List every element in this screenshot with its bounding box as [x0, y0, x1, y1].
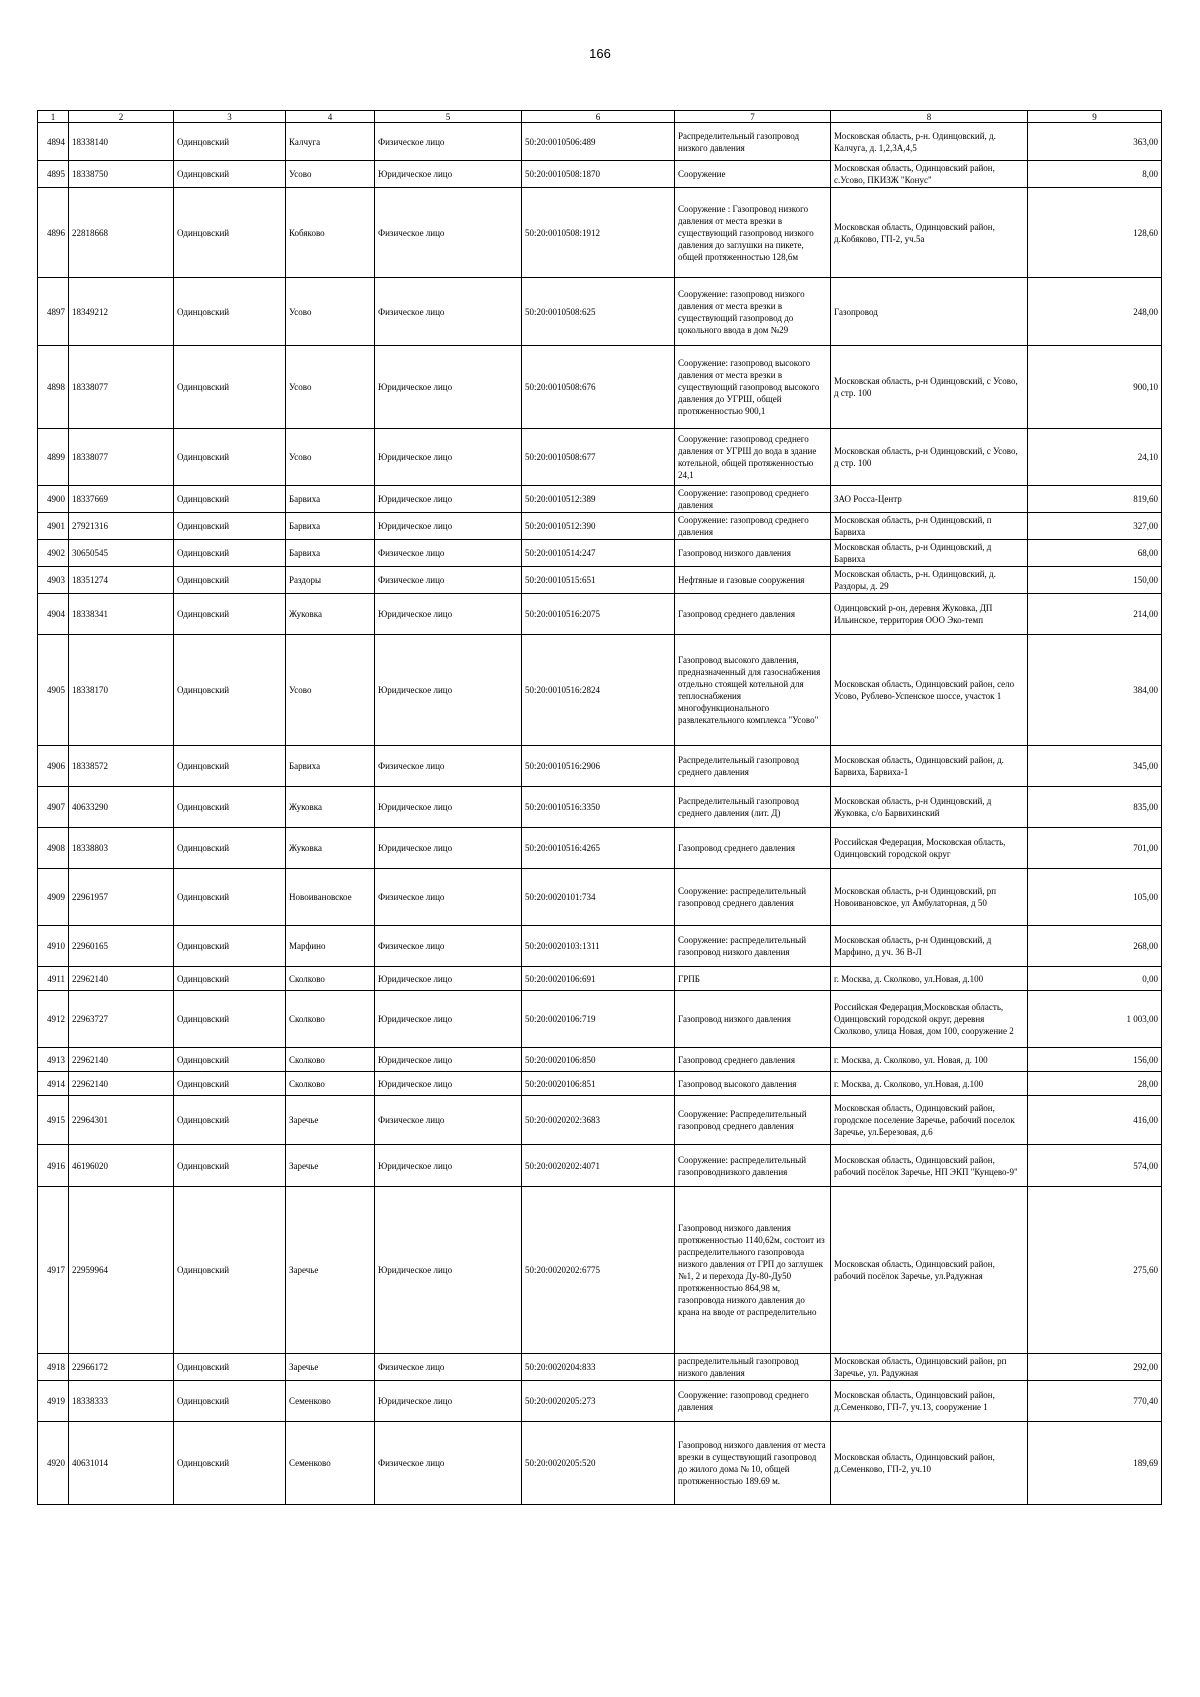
code-cell: 18338341 — [69, 594, 174, 635]
description-cell: Сооружение: распределительный газопровод низкого давления — [675, 926, 831, 967]
row-number-cell: 4912 — [38, 991, 69, 1048]
address-cell: Московская область, р-н Одинцовский, п Барвиха — [831, 513, 1028, 540]
district-cell: Одинцовский — [174, 278, 286, 346]
column-header: 4 — [286, 111, 375, 123]
cadastral-number-cell: 50:20:0010516:2906 — [522, 746, 675, 787]
description-cell: Распределительный газопровод среднего давления (лит. Д) — [675, 787, 831, 828]
owner-type-cell: Юридическое лицо — [375, 1072, 522, 1096]
district-cell: Одинцовский — [174, 828, 286, 869]
owner-type-cell: Юридическое лицо — [375, 1048, 522, 1072]
cadastral-number-cell: 50:20:0010514:247 — [522, 540, 675, 567]
row-number-cell: 4907 — [38, 787, 69, 828]
row-number-cell: 4904 — [38, 594, 69, 635]
description-cell: Нефтяные и газовые сооружения — [675, 567, 831, 594]
address-cell: Московская область, Одинцовский район, д.Кобяково, ГП-2, уч.5а — [831, 188, 1028, 278]
table-row — [38, 278, 1162, 346]
code-cell: 22962140 — [69, 1072, 174, 1096]
cadastral-number-cell: 50:20:0020205:520 — [522, 1422, 675, 1505]
length-cell: 416,00 — [1028, 1096, 1162, 1145]
row-number-cell: 4906 — [38, 746, 69, 787]
cadastral-number-cell: 50:20:0010508:625 — [522, 278, 675, 346]
locality-cell: Жуковка — [286, 787, 375, 828]
code-cell: 18338750 — [69, 161, 174, 188]
district-cell: Одинцовский — [174, 1145, 286, 1187]
code-cell: 22962140 — [69, 967, 174, 991]
column-header: 1 — [38, 111, 69, 123]
district-cell: Одинцовский — [174, 787, 286, 828]
address-cell: Московская область, Одинцовский район, с.Усово, ПКИЗЖ "Конус" — [831, 161, 1028, 188]
table-row — [38, 594, 1162, 635]
table-row — [38, 1422, 1162, 1505]
length-cell: 105,00 — [1028, 869, 1162, 926]
locality-cell: Заречье — [286, 1096, 375, 1145]
cadastral-number-cell: 50:20:0020202:3683 — [522, 1096, 675, 1145]
description-cell: Сооружение: газопровод низкого давления от места врезки в существующий газопровод до цокольного ввода в дом №29 — [675, 278, 831, 346]
row-number-cell: 4897 — [38, 278, 69, 346]
row-number-cell: 4894 — [38, 123, 69, 161]
description-cell: Сооружение: газопровод среднего давления — [675, 513, 831, 540]
locality-cell: Кобяково — [286, 188, 375, 278]
description-cell: Распределительный газопровод среднего давления — [675, 746, 831, 787]
address-cell: Московская область, р-н Одинцовский, с Усово, д стр. 100 — [831, 429, 1028, 486]
length-cell: 150,00 — [1028, 567, 1162, 594]
table-row — [38, 1187, 1162, 1354]
address-cell: Московская область, Одинцовский район, д. Барвиха, Барвиха-1 — [831, 746, 1028, 787]
cadastral-number-cell: 50:20:0020205:273 — [522, 1381, 675, 1422]
district-cell: Одинцовский — [174, 486, 286, 513]
description-cell: Газопровод высокого давления — [675, 1072, 831, 1096]
district-cell: Одинцовский — [174, 1381, 286, 1422]
locality-cell: Сколково — [286, 1048, 375, 1072]
table-row — [38, 746, 1162, 787]
cadastral-number-cell: 50:20:0010512:389 — [522, 486, 675, 513]
address-cell: Московская область, р-н Одинцовский, д Барвиха — [831, 540, 1028, 567]
locality-cell: Жуковка — [286, 828, 375, 869]
locality-cell: Барвиха — [286, 746, 375, 787]
owner-type-cell: Юридическое лицо — [375, 513, 522, 540]
row-number-cell: 4903 — [38, 567, 69, 594]
locality-cell: Раздоры — [286, 567, 375, 594]
district-cell: Одинцовский — [174, 1048, 286, 1072]
owner-type-cell: Юридическое лицо — [375, 1187, 522, 1354]
code-cell: 18337669 — [69, 486, 174, 513]
owner-type-cell: Физическое лицо — [375, 1096, 522, 1145]
length-cell: 1 003,00 — [1028, 991, 1162, 1048]
code-cell: 18338140 — [69, 123, 174, 161]
code-cell: 22961957 — [69, 869, 174, 926]
code-cell: 27921316 — [69, 513, 174, 540]
owner-type-cell: Юридическое лицо — [375, 828, 522, 869]
address-cell: Газопровод — [831, 278, 1028, 346]
row-number-cell: 4895 — [38, 161, 69, 188]
locality-cell: Семенково — [286, 1381, 375, 1422]
code-cell: 18338803 — [69, 828, 174, 869]
district-cell: Одинцовский — [174, 513, 286, 540]
district-cell: Одинцовский — [174, 567, 286, 594]
locality-cell: Сколково — [286, 991, 375, 1048]
owner-type-cell: Физическое лицо — [375, 1354, 522, 1381]
length-cell: 363,00 — [1028, 123, 1162, 161]
length-cell: 0,00 — [1028, 967, 1162, 991]
locality-cell: Усово — [286, 278, 375, 346]
table-body — [38, 123, 1162, 1505]
code-cell: 22818668 — [69, 188, 174, 278]
district-cell: Одинцовский — [174, 1072, 286, 1096]
row-number-cell: 4901 — [38, 513, 69, 540]
table-row — [38, 188, 1162, 278]
locality-cell: Заречье — [286, 1145, 375, 1187]
address-cell: г. Москва, д. Сколково, ул.Новая, д.100 — [831, 967, 1028, 991]
district-cell: Одинцовский — [174, 1096, 286, 1145]
district-cell: Одинцовский — [174, 967, 286, 991]
code-cell: 18349212 — [69, 278, 174, 346]
length-cell: 156,00 — [1028, 1048, 1162, 1072]
description-cell: ГРПБ — [675, 967, 831, 991]
table-row — [38, 486, 1162, 513]
locality-cell: Сколково — [286, 967, 375, 991]
owner-type-cell: Юридическое лицо — [375, 635, 522, 746]
address-cell: Московская область, Одинцовский район, село Усово, Рублево-Успенское шоссе, участок 1 — [831, 635, 1028, 746]
length-cell: 835,00 — [1028, 787, 1162, 828]
locality-cell: Усово — [286, 429, 375, 486]
row-number-cell: 4909 — [38, 869, 69, 926]
owner-type-cell: Юридическое лицо — [375, 429, 522, 486]
column-header: 2 — [69, 111, 174, 123]
table-row — [38, 1145, 1162, 1187]
owner-type-cell: Юридическое лицо — [375, 967, 522, 991]
length-cell: 275,60 — [1028, 1187, 1162, 1354]
locality-cell: Усово — [286, 635, 375, 746]
locality-cell: Заречье — [286, 1187, 375, 1354]
code-cell: 22962140 — [69, 1048, 174, 1072]
table-row — [38, 540, 1162, 567]
row-number-cell: 4914 — [38, 1072, 69, 1096]
address-cell: Московская область, Одинцовский район, д.Семенково, ГП-7, уч.13, сооружение 1 — [831, 1381, 1028, 1422]
length-cell: 268,00 — [1028, 926, 1162, 967]
row-number-cell: 4919 — [38, 1381, 69, 1422]
description-cell: Распределительный газопровод низкого давления — [675, 123, 831, 161]
length-cell: 327,00 — [1028, 513, 1162, 540]
description-cell: Сооружение: распределительный газопровод среднего давления — [675, 869, 831, 926]
description-cell: Газопровод низкого давления протяженностью 1140,62м, состоит из распределительного газопровода низкого давления от ГРП до заглушек №1, 2 и перехода Ду-80-Ду50 протяженностью 864,98 м, газопровода низкого давления до крана на вводе от распределительно — [675, 1187, 831, 1354]
table-row — [38, 1096, 1162, 1145]
locality-cell: Жуковка — [286, 594, 375, 635]
code-cell: 46196020 — [69, 1145, 174, 1187]
district-cell: Одинцовский — [174, 1354, 286, 1381]
district-cell: Одинцовский — [174, 123, 286, 161]
row-number-cell: 4899 — [38, 429, 69, 486]
owner-type-cell: Физическое лицо — [375, 1422, 522, 1505]
column-header-row — [38, 111, 1162, 123]
description-cell: Газопровод среднего давления — [675, 1048, 831, 1072]
length-cell: 900,10 — [1028, 346, 1162, 429]
row-number-cell: 4910 — [38, 926, 69, 967]
owner-type-cell: Физическое лицо — [375, 869, 522, 926]
locality-cell: Семенково — [286, 1422, 375, 1505]
district-cell: Одинцовский — [174, 926, 286, 967]
locality-cell: Барвиха — [286, 486, 375, 513]
address-cell: Московская область, р-н Одинцовский, рп Новоивановское, ул Амбулаторная, д 50 — [831, 869, 1028, 926]
row-number-cell: 4905 — [38, 635, 69, 746]
length-cell: 701,00 — [1028, 828, 1162, 869]
address-cell: Российская Федерация, Московская область, Одинцовский городской округ — [831, 828, 1028, 869]
description-cell: Сооружение: распределительный газопроводнизкого давления — [675, 1145, 831, 1187]
cadastral-number-cell: 50:20:0020106:851 — [522, 1072, 675, 1096]
code-cell: 40633290 — [69, 787, 174, 828]
length-cell: 214,00 — [1028, 594, 1162, 635]
length-cell: 819,60 — [1028, 486, 1162, 513]
description-cell: Газопровод низкого давления — [675, 991, 831, 1048]
district-cell: Одинцовский — [174, 1187, 286, 1354]
address-cell: Московская область, Одинцовский район, рабочий посёлок Заречье, ул.Радужная — [831, 1187, 1028, 1354]
cadastral-number-cell: 50:20:0020106:850 — [522, 1048, 675, 1072]
district-cell: Одинцовский — [174, 594, 286, 635]
column-header: 8 — [831, 111, 1028, 123]
description-cell: Газопровод среднего давления — [675, 594, 831, 635]
description-cell: распределительный газопровод низкого давления — [675, 1354, 831, 1381]
code-cell: 30650545 — [69, 540, 174, 567]
code-cell: 18351274 — [69, 567, 174, 594]
district-cell: Одинцовский — [174, 540, 286, 567]
description-cell: Сооружение : Газопровод низкого давления от места врезки в существующий газопровод низкого давления до заглушки на пикете, общей протяженностью 128,6м — [675, 188, 831, 278]
row-number-cell: 4898 — [38, 346, 69, 429]
cadastral-number-cell: 50:20:0020202:4071 — [522, 1145, 675, 1187]
locality-cell: Марфино — [286, 926, 375, 967]
owner-type-cell: Физическое лицо — [375, 188, 522, 278]
column-header: 3 — [174, 111, 286, 123]
row-number-cell: 4900 — [38, 486, 69, 513]
table-row — [38, 1354, 1162, 1381]
table-row — [38, 1048, 1162, 1072]
length-cell: 345,00 — [1028, 746, 1162, 787]
table-row — [38, 429, 1162, 486]
length-cell: 68,00 — [1028, 540, 1162, 567]
row-number-cell: 4908 — [38, 828, 69, 869]
owner-type-cell: Юридическое лицо — [375, 991, 522, 1048]
table-row — [38, 1072, 1162, 1096]
row-number-cell: 4920 — [38, 1422, 69, 1505]
code-cell: 22966172 — [69, 1354, 174, 1381]
district-cell: Одинцовский — [174, 429, 286, 486]
district-cell: Одинцовский — [174, 188, 286, 278]
length-cell: 128,60 — [1028, 188, 1162, 278]
description-cell: Сооружение: газопровод среднего давления — [675, 1381, 831, 1422]
row-number-cell: 4902 — [38, 540, 69, 567]
owner-type-cell: Юридическое лицо — [375, 161, 522, 188]
table-row — [38, 926, 1162, 967]
column-header: 9 — [1028, 111, 1162, 123]
address-cell: ЗАО Росса-Центр — [831, 486, 1028, 513]
length-cell: 384,00 — [1028, 635, 1162, 746]
code-cell: 18338333 — [69, 1381, 174, 1422]
district-cell: Одинцовский — [174, 346, 286, 429]
locality-cell: Усово — [286, 346, 375, 429]
owner-type-cell: Физическое лицо — [375, 926, 522, 967]
address-cell: г. Москва, д. Сколково, ул. Новая, д. 100 — [831, 1048, 1028, 1072]
cadastral-number-cell: 50:20:0020103:1311 — [522, 926, 675, 967]
description-cell: Газопровод низкого давления — [675, 540, 831, 567]
code-cell: 18338572 — [69, 746, 174, 787]
locality-cell: Барвиха — [286, 540, 375, 567]
row-number-cell: 4916 — [38, 1145, 69, 1187]
address-cell: Московская область, Одинцовский район, рабочий посёлок Заречье, НП ЭКП "Кунцево-9" — [831, 1145, 1028, 1187]
table-row — [38, 123, 1162, 161]
description-cell: Газопровод низкого давления от места врезки в существующий газопровод до жилого дома № 10, общей протяженностью 189.69 м. — [675, 1422, 831, 1505]
description-cell: Сооружение: Распределительный газопровод среднего давления — [675, 1096, 831, 1145]
length-cell: 24,10 — [1028, 429, 1162, 486]
locality-cell: Заречье — [286, 1354, 375, 1381]
cadastral-number-cell: 50:20:0010516:2075 — [522, 594, 675, 635]
table-row — [38, 161, 1162, 188]
description-cell: Сооружение — [675, 161, 831, 188]
cadastral-number-cell: 50:20:0020202:6775 — [522, 1187, 675, 1354]
locality-cell: Усово — [286, 161, 375, 188]
address-cell: Московская область, Одинцовский район, рп Заречье, ул. Радужная — [831, 1354, 1028, 1381]
address-cell: Московская область, р-н Одинцовский, д Марфино, д уч. 36 В-Л — [831, 926, 1028, 967]
length-cell: 28,00 — [1028, 1072, 1162, 1096]
table-row — [38, 828, 1162, 869]
table-row — [38, 1381, 1162, 1422]
district-cell: Одинцовский — [174, 991, 286, 1048]
code-cell: 22960165 — [69, 926, 174, 967]
length-cell: 8,00 — [1028, 161, 1162, 188]
table-row — [38, 787, 1162, 828]
cadastral-number-cell: 50:20:0010516:4265 — [522, 828, 675, 869]
cadastral-number-cell: 50:20:0010516:3350 — [522, 787, 675, 828]
owner-type-cell: Юридическое лицо — [375, 1381, 522, 1422]
locality-cell: Новоивановское — [286, 869, 375, 926]
length-cell: 292,00 — [1028, 1354, 1162, 1381]
address-cell: Московская область, р-н. Одинцовский, д. Калчуга, д. 1,2,3А,4,5 — [831, 123, 1028, 161]
district-cell: Одинцовский — [174, 161, 286, 188]
cadastral-number-cell: 50:20:0020106:719 — [522, 991, 675, 1048]
cadastral-number-cell: 50:20:0010508:676 — [522, 346, 675, 429]
table-row — [38, 346, 1162, 429]
owner-type-cell: Юридическое лицо — [375, 787, 522, 828]
cadastral-number-cell: 50:20:0020106:691 — [522, 967, 675, 991]
address-cell: г. Москва, д. Сколково, ул.Новая, д.100 — [831, 1072, 1028, 1096]
address-cell: Московская область, р-н Одинцовский, д Жуковка, с/о Барвихинский — [831, 787, 1028, 828]
district-cell: Одинцовский — [174, 1422, 286, 1505]
owner-type-cell: Физическое лицо — [375, 540, 522, 567]
table-row — [38, 635, 1162, 746]
code-cell: 22964301 — [69, 1096, 174, 1145]
code-cell: 18338077 — [69, 429, 174, 486]
address-cell: Московская область, р-н Одинцовский, с Усово, д стр. 100 — [831, 346, 1028, 429]
row-number-cell: 4913 — [38, 1048, 69, 1072]
owner-type-cell: Физическое лицо — [375, 567, 522, 594]
table-row — [38, 869, 1162, 926]
cadastral-number-cell: 50:20:0020101:734 — [522, 869, 675, 926]
owner-type-cell: Юридическое лицо — [375, 1145, 522, 1187]
locality-cell: Сколково — [286, 1072, 375, 1096]
owner-type-cell: Юридическое лицо — [375, 594, 522, 635]
length-cell: 189,69 — [1028, 1422, 1162, 1505]
owner-type-cell: Юридическое лицо — [375, 486, 522, 513]
length-cell: 770,40 — [1028, 1381, 1162, 1422]
code-cell: 22963727 — [69, 991, 174, 1048]
address-cell: Одинцовский р-он, деревня Жуковка, ДП Ильинское, территория ООО Эко-темп — [831, 594, 1028, 635]
length-cell: 248,00 — [1028, 278, 1162, 346]
registry-table — [37, 110, 1162, 1505]
cadastral-number-cell: 50:20:0020204:833 — [522, 1354, 675, 1381]
cadastral-number-cell: 50:20:0010508:1870 — [522, 161, 675, 188]
locality-cell: Калчуга — [286, 123, 375, 161]
description-cell: Сооружение: газопровод среднего давления от УГРШ до вода в здание котельной, общей протяженностью 24,1 — [675, 429, 831, 486]
table-row — [38, 967, 1162, 991]
description-cell: Газопровод высокого давления, предназначенный для газоснабжения отдельно стоящей котельной для теплоснабжения многофункционального развлекательного комплекса "Усово" — [675, 635, 831, 746]
address-cell: Московская область, Одинцовский район, д.Семенково, ГП-2, уч.10 — [831, 1422, 1028, 1505]
district-cell: Одинцовский — [174, 746, 286, 787]
cadastral-number-cell: 50:20:0010512:390 — [522, 513, 675, 540]
cadastral-number-cell: 50:20:0010516:2824 — [522, 635, 675, 746]
locality-cell: Барвиха — [286, 513, 375, 540]
page-number: 166 — [589, 46, 611, 61]
owner-type-cell: Юридическое лицо — [375, 346, 522, 429]
cadastral-number-cell: 50:20:0010508:677 — [522, 429, 675, 486]
code-cell: 18338170 — [69, 635, 174, 746]
description-cell: Сооружение: газопровод среднего давления — [675, 486, 831, 513]
address-cell: Российская Федерация,Московская область, Одинцовский городской округ, деревня Сколково, улица Новая, дом 100, сооружение 2 — [831, 991, 1028, 1048]
table-row — [38, 567, 1162, 594]
column-header: 6 — [522, 111, 675, 123]
table-row — [38, 513, 1162, 540]
length-cell: 574,00 — [1028, 1145, 1162, 1187]
district-cell: Одинцовский — [174, 635, 286, 746]
code-cell: 18338077 — [69, 346, 174, 429]
table-row — [38, 991, 1162, 1048]
address-cell: Московская область, р-н. Одинцовский, д. Раздоры, д. 29 — [831, 567, 1028, 594]
column-header: 5 — [375, 111, 522, 123]
owner-type-cell: Физическое лицо — [375, 278, 522, 346]
column-header: 7 — [675, 111, 831, 123]
row-number-cell: 4917 — [38, 1187, 69, 1354]
owner-type-cell: Физическое лицо — [375, 123, 522, 161]
cadastral-number-cell: 50:20:0010506:489 — [522, 123, 675, 161]
owner-type-cell: Физическое лицо — [375, 746, 522, 787]
description-cell: Сооружение: газопровод высокого давления от места врезки в существующий газопровод высокого давления до УГРШ, общей протяженностью 900,1 — [675, 346, 831, 429]
row-number-cell: 4911 — [38, 967, 69, 991]
row-number-cell: 4915 — [38, 1096, 69, 1145]
district-cell: Одинцовский — [174, 869, 286, 926]
code-cell: 22959964 — [69, 1187, 174, 1354]
cadastral-number-cell: 50:20:0010515:651 — [522, 567, 675, 594]
address-cell: Московская область, Одинцовский район, городское поселение Заречье, рабочий поселок Заречье, ул.Березовая, д.6 — [831, 1096, 1028, 1145]
code-cell: 40631014 — [69, 1422, 174, 1505]
cadastral-number-cell: 50:20:0010508:1912 — [522, 188, 675, 278]
row-number-cell: 4896 — [38, 188, 69, 278]
row-number-cell: 4918 — [38, 1354, 69, 1381]
description-cell: Газопровод среднего давления — [675, 828, 831, 869]
